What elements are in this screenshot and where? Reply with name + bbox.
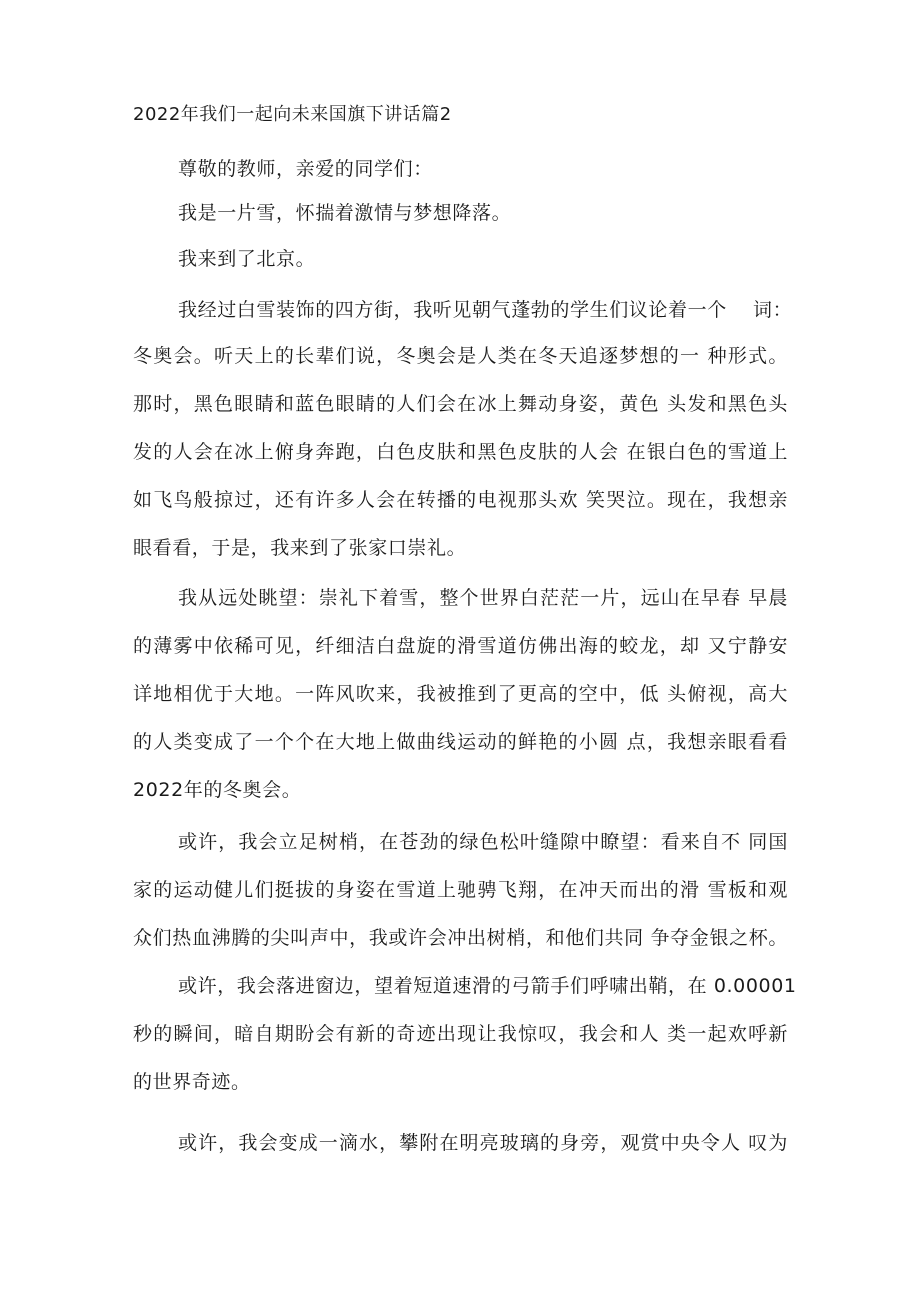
paragraph-line: 详地相优于大地。一阵风吹来，我被推到了更高的空中，低 头俯视，高大 xyxy=(133,683,788,705)
paragraph-line: 我从远处眺望：崇礼下着雪，整个世界白茫茫一片，远山在早春 早晨 xyxy=(178,587,788,609)
paragraph-line: 那时，黑色眼睛和蓝色眼睛的人们会在冰上舞动身姿，黄色 头发和黑色头 xyxy=(133,393,788,415)
paragraph-line: 发的人会在冰上俯身奔跑，白色皮肤和黑色皮肤的人会 在银白色的雪道上 xyxy=(133,441,788,463)
paragraph-line: 我是一片雪，怀揣着激情与梦想降落。 xyxy=(178,202,512,224)
paragraph-line: 或许，我会立足树梢，在苍劲的绿色松叶缝隙中瞭望：看来自不 同国 xyxy=(178,831,788,853)
paragraph-line: 我来到了北京。 xyxy=(178,248,316,270)
paragraph-line: 如飞鸟般掠过，还有许多人会在转播的电视那头欢 笑哭泣。现在，我想亲 xyxy=(133,489,788,511)
paragraph-line: 我经过白雪装饰的四方街，我听见朝气蓬勃的学生们议论着一个 词： xyxy=(178,299,793,321)
paragraph-line: 家的运动健儿们挺拔的身姿在雪道上驰骋飞翔，在冲天而出的滑 雪板和观 xyxy=(133,879,788,901)
paragraph-line: 2022年的冬奥会。 xyxy=(133,779,302,801)
document-title: 2022年我们一起向未来国旗下讲话篇2 xyxy=(133,104,452,125)
paragraph-line: 众们热血沸腾的尖叫声中，我或许会冲出树梢，和他们共同 争夺金银之杯。 xyxy=(133,927,788,949)
paragraph-line: 的世界奇迹。 xyxy=(133,1071,251,1093)
salutation-line: 尊敬的教师，亲爱的同学们： xyxy=(178,158,433,180)
paragraph-line: 冬奥会。听天上的长辈们说，冬奥会是人类在冬天追逐梦想的一 种形式。 xyxy=(133,345,788,367)
paragraph-line: 眼看看，于是，我来到了张家口崇礼。 xyxy=(133,537,467,559)
paragraph-line: 或许，我会变成一滴水，攀附在明亮玻璃的身旁，观赏中央令人 叹为 xyxy=(178,1132,788,1154)
paragraph-line: 的人类变成了一个个在大地上做曲线运动的鲜艳的小圆 点，我想亲眼看看 xyxy=(133,731,788,753)
paragraph-line: 秒的瞬间，暗自期盼会有新的奇迹出现让我惊叹，我会和人 类一起欢呼新 xyxy=(133,1023,788,1045)
paragraph-line: 的薄雾中依稀可见，纤细洁白盘旋的滑雪道仿佛出海的蛟龙，却 又宁静安 xyxy=(133,635,788,657)
paragraph-line: 或许，我会落进窗边，望着短道速滑的弓箭手们呼啸出鞘，在 0.00001 xyxy=(178,975,797,997)
